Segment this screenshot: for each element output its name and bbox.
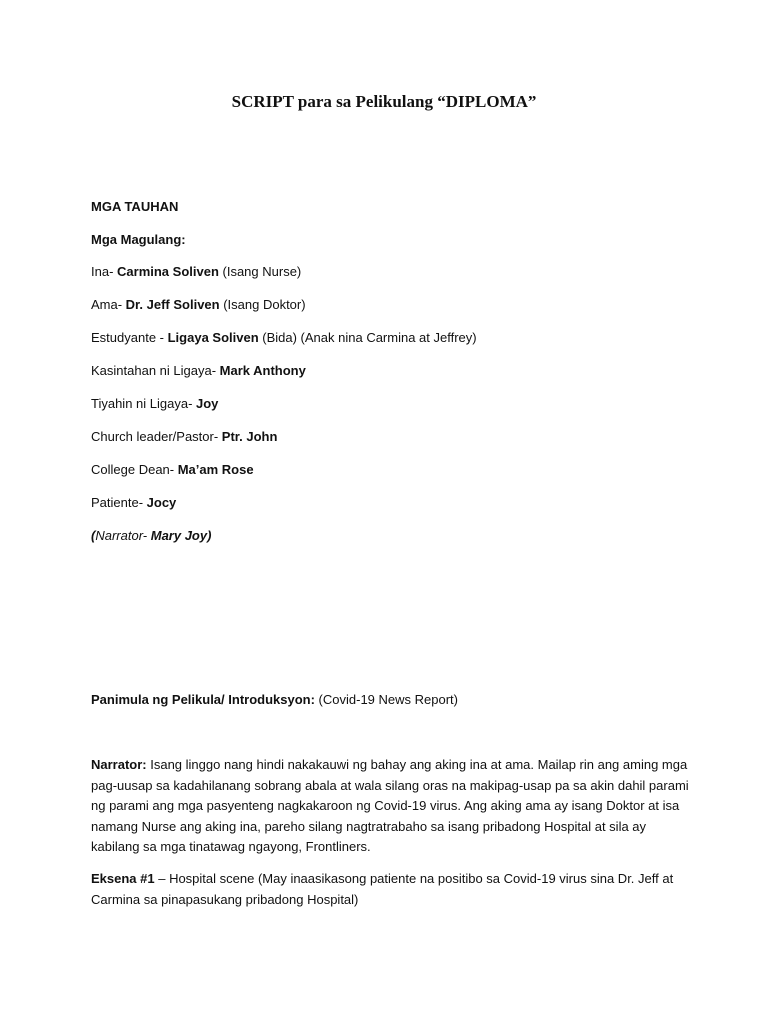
cast-row-dean [91, 460, 691, 480]
cast-name: Ma’am Rose [177, 462, 254, 477]
cast-row-tiyahin [91, 394, 691, 414]
document-title: SCRIPT para sa Pelikulang “DIPLOMA” [231, 92, 537, 111]
cast-role: Ina- [91, 264, 118, 279]
cast-role: Tiyahin ni Ligaya- [91, 396, 197, 411]
cast-role: Patiente- [91, 495, 147, 510]
cast-role: Narrator- [95, 528, 151, 543]
cast-row-ina [91, 262, 691, 282]
scene-1-text: – Hospital scene (May inaasikasong patiente na positibo sa Covid-19 virus sina Dr. Jeff at Carmina sa pinapasukang pribadong Hospital) [91, 871, 674, 907]
cast-role: Estudyante - [91, 330, 168, 345]
narration-label: Narrator: [91, 757, 147, 772]
cast-role: Ama- [91, 297, 126, 312]
cast-note: (Isang Nurse) [218, 264, 302, 279]
scene-1-label: Eksena #1 [91, 871, 155, 886]
cast-role: Kasintahan ni Ligaya- [91, 363, 220, 378]
scene-1-paragraph [91, 869, 691, 910]
cast-heading: MGA TAUHAN [91, 199, 179, 214]
cast-role: Church leader/Pastor- [91, 429, 222, 444]
cast-note: (Bida) (Anak nina Carmina at Jeffrey) [258, 330, 477, 345]
narrator-open-paren: ( [91, 528, 96, 543]
cast-name: Mark Anthony [219, 363, 306, 378]
cast-row-kasintahan [91, 361, 691, 381]
narration-paragraph [91, 755, 691, 858]
cast-row-estudyante [91, 328, 691, 348]
narrator-close-paren: ) [207, 528, 212, 543]
cast-name: Ptr. John [221, 429, 278, 444]
cast-row-pastor [91, 427, 691, 447]
cast-row-ama [91, 295, 691, 315]
cast-note: (Isang Doktor) [219, 297, 306, 312]
narration-text: Isang linggo nang hindi nakakauwi ng bahay ang aking ina at ama. Mailap rin ang aming mga pag-uusap sa kadahilanang sobrang abala at wala silang oras na makipag-usap pa sa akin dahil parami ng parami ang mga pasyenteng nagkakaroon ng Covid-19 virus. Ang aking ama ay isang Doktor at isa namang Nurse ang aking ina, pareho silang nagtratrabaho sa isang pribadong Hospital at sila ay kabilang sa mga tinatawag ngayong, Frontliners. [91, 757, 689, 854]
cast-name: Ligaya Soliven [167, 330, 259, 345]
intro-text: (Covid-19 News Report) [314, 692, 458, 707]
cast-name: Mary Joy [150, 528, 208, 543]
cast-subheading: Mga Magulang: [91, 232, 186, 247]
cast-row-narrator [91, 526, 691, 546]
intro-label: Panimula ng Pelikula/ Introduksyon: [91, 692, 315, 707]
cast-row-patiente [91, 493, 691, 513]
cast-name: Joy [196, 396, 219, 411]
intro-line [91, 690, 691, 710]
cast-name: Dr. Jeff Soliven [125, 297, 220, 312]
cast-role: College Dean- [91, 462, 178, 477]
cast-name: Jocy [146, 495, 177, 510]
cast-name: Carmina Soliven [117, 264, 219, 279]
